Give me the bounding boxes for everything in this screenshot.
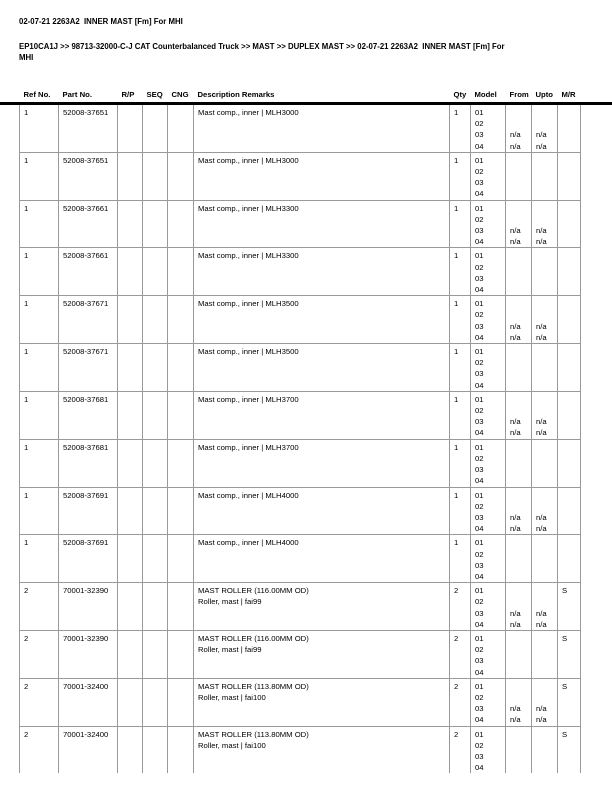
page-title: 02-07-21 2263A2 INNER MAST [Fm] For MHI <box>19 17 183 26</box>
cell-cng <box>168 391 194 439</box>
cell-rp <box>118 105 143 152</box>
cell-mr: S <box>558 630 581 678</box>
col-header-from: From <box>509 90 529 99</box>
cell-mr <box>558 296 581 344</box>
cell-part-no: 52008-37691 <box>59 487 118 535</box>
col-header-cng: CNG <box>171 90 189 99</box>
cell-cng <box>168 439 194 487</box>
col-header-mr: M/R <box>561 90 576 99</box>
cell-description-remarks: Mast comp., inner | MLH4000 <box>194 535 450 583</box>
cell-rp <box>118 726 143 773</box>
cell-model: 01 02 03 04 <box>471 726 506 773</box>
cell-qty: 2 <box>450 583 471 631</box>
cell-description-remarks: Mast comp., inner | MLH3700 <box>194 439 450 487</box>
cell-upto <box>532 439 558 487</box>
cell-rp <box>118 583 143 631</box>
cell-ref-no: 1 <box>20 535 59 583</box>
cell-description-remarks: Mast comp., inner | MLH3300 <box>194 248 450 296</box>
cell-from: n/a n/a <box>506 105 532 152</box>
cell-ref-no: 1 <box>20 439 59 487</box>
cell-qty: 1 <box>450 152 471 200</box>
cell-upto: n/a n/a <box>532 296 558 344</box>
col-header-qty: Qty <box>453 90 467 99</box>
header-row <box>20 85 581 105</box>
cell-part-no: 52008-37681 <box>59 439 118 487</box>
cell-cng <box>168 200 194 248</box>
table-row <box>20 726 581 773</box>
cell-rp <box>118 200 143 248</box>
cell-mr <box>558 487 581 535</box>
cell-mr: S <box>558 583 581 631</box>
cell-from <box>506 630 532 678</box>
cell-description-remarks: MAST ROLLER (116.00MM OD) Roller, mast | fai99 <box>194 583 450 631</box>
table-row <box>20 678 581 726</box>
cell-upto <box>532 152 558 200</box>
cell-ref-no: 1 <box>20 487 59 535</box>
cell-cng <box>168 535 194 583</box>
cell-from: n/a n/a <box>506 296 532 344</box>
cell-upto <box>532 248 558 296</box>
cell-upto <box>532 344 558 392</box>
cell-ref-no: 2 <box>20 678 59 726</box>
cell-description-remarks: Mast comp., inner | MLH3000 <box>194 152 450 200</box>
cell-upto: n/a n/a <box>532 391 558 439</box>
col-header-model: Model <box>474 90 497 99</box>
cell-qty: 2 <box>450 678 471 726</box>
cell-part-no: 52008-37651 <box>59 152 118 200</box>
table-row <box>20 439 581 487</box>
cell-from <box>506 152 532 200</box>
cell-part-no: 52008-37681 <box>59 391 118 439</box>
cell-ref-no: 2 <box>20 726 59 773</box>
cell-from <box>506 439 532 487</box>
cell-rp <box>118 296 143 344</box>
cell-cng <box>168 296 194 344</box>
cell-part-no: 70001-32390 <box>59 630 118 678</box>
parts-table-header <box>20 85 581 105</box>
cell-qty: 1 <box>450 105 471 152</box>
cell-seq <box>143 726 168 773</box>
cell-seq <box>143 583 168 631</box>
table-row <box>20 296 581 344</box>
parts-table <box>19 85 581 773</box>
cell-description-remarks: MAST ROLLER (113.80MM OD) Roller, mast | fai100 <box>194 726 450 773</box>
cell-description-remarks: MAST ROLLER (113.80MM OD) Roller, mast | fai100 <box>194 678 450 726</box>
cell-mr <box>558 152 581 200</box>
cell-part-no: 52008-37671 <box>59 344 118 392</box>
cell-model: 01 02 03 04 <box>471 678 506 726</box>
cell-model: 01 02 03 04 <box>471 391 506 439</box>
cell-cng <box>168 152 194 200</box>
cell-rp <box>118 439 143 487</box>
cell-ref-no: 1 <box>20 200 59 248</box>
cell-from: n/a n/a <box>506 391 532 439</box>
cell-ref-no: 1 <box>20 248 59 296</box>
col-header-rp: R/P <box>121 90 135 99</box>
col-header-part-no: Part No. <box>62 90 92 99</box>
cell-model: 01 02 03 04 <box>471 296 506 344</box>
cell-description-remarks: Mast comp., inner | MLH4000 <box>194 487 450 535</box>
cell-model: 01 02 03 04 <box>471 439 506 487</box>
parts-table-body <box>20 105 581 773</box>
cell-ref-no: 2 <box>20 583 59 631</box>
cell-part-no: 70001-32390 <box>59 583 118 631</box>
cell-description-remarks: Mast comp., inner | MLH3700 <box>194 391 450 439</box>
cell-part-no: 52008-37651 <box>59 105 118 152</box>
table-row <box>20 535 581 583</box>
table-row <box>20 344 581 392</box>
cell-mr <box>558 391 581 439</box>
cell-seq <box>143 105 168 152</box>
cell-model: 01 02 03 04 <box>471 344 506 392</box>
cell-upto: n/a n/a <box>532 487 558 535</box>
cell-rp <box>118 630 143 678</box>
cell-part-no: 70001-32400 <box>59 678 118 726</box>
cell-from <box>506 344 532 392</box>
cell-ref-no: 1 <box>20 391 59 439</box>
cell-rp <box>118 487 143 535</box>
cell-upto <box>532 630 558 678</box>
cell-qty: 2 <box>450 726 471 773</box>
cell-ref-no: 2 <box>20 630 59 678</box>
cell-mr: S <box>558 678 581 726</box>
cell-upto <box>532 535 558 583</box>
table-row <box>20 200 581 248</box>
cell-seq <box>143 296 168 344</box>
cell-qty: 1 <box>450 487 471 535</box>
cell-model: 01 02 03 04 <box>471 630 506 678</box>
cell-seq <box>143 535 168 583</box>
cell-cng <box>168 487 194 535</box>
cell-part-no: 52008-37691 <box>59 535 118 583</box>
cell-upto <box>532 726 558 773</box>
cell-description-remarks: Mast comp., inner | MLH3500 <box>194 296 450 344</box>
cell-model: 01 02 03 04 <box>471 583 506 631</box>
cell-qty: 1 <box>450 391 471 439</box>
cell-seq <box>143 152 168 200</box>
cell-seq <box>143 248 168 296</box>
cell-ref-no: 1 <box>20 152 59 200</box>
cell-upto: n/a n/a <box>532 200 558 248</box>
cell-part-no: 52008-37661 <box>59 200 118 248</box>
cell-qty: 1 <box>450 535 471 583</box>
cell-seq <box>143 200 168 248</box>
col-header-description-remarks: Description Remarks <box>197 90 275 99</box>
cell-mr <box>558 105 581 152</box>
cell-description-remarks: Mast comp., inner | MLH3000 <box>194 105 450 152</box>
cell-description-remarks: MAST ROLLER (116.00MM OD) Roller, mast | fai99 <box>194 630 450 678</box>
cell-mr <box>558 439 581 487</box>
cell-cng <box>168 344 194 392</box>
cell-cng <box>168 105 194 152</box>
cell-model: 01 02 03 04 <box>471 535 506 583</box>
table-row <box>20 248 581 296</box>
cell-cng <box>168 678 194 726</box>
cell-ref-no: 1 <box>20 105 59 152</box>
table-row <box>20 630 581 678</box>
cell-upto: n/a n/a <box>532 678 558 726</box>
cell-rp <box>118 678 143 726</box>
cell-model: 01 02 03 04 <box>471 200 506 248</box>
cell-rp <box>118 344 143 392</box>
cell-from <box>506 535 532 583</box>
cell-rp <box>118 152 143 200</box>
table-row <box>20 583 581 631</box>
cell-model: 01 02 03 04 <box>471 487 506 535</box>
cell-qty: 1 <box>450 248 471 296</box>
cell-upto: n/a n/a <box>532 583 558 631</box>
cell-qty: 2 <box>450 630 471 678</box>
cell-mr: S <box>558 726 581 773</box>
cell-rp <box>118 248 143 296</box>
table-row <box>20 487 581 535</box>
breadcrumb <box>19 42 594 63</box>
cell-upto: n/a n/a <box>532 105 558 152</box>
cell-from: n/a n/a <box>506 200 532 248</box>
col-header-ref-no: Ref No. <box>23 90 51 99</box>
cell-ref-no: 1 <box>20 296 59 344</box>
cell-mr <box>558 200 581 248</box>
cell-mr <box>558 344 581 392</box>
cell-ref-no: 1 <box>20 344 59 392</box>
cell-model: 01 02 03 04 <box>471 248 506 296</box>
cell-qty: 1 <box>450 200 471 248</box>
cell-cng <box>168 630 194 678</box>
cell-part-no: 52008-37671 <box>59 296 118 344</box>
col-header-upto: Upto <box>535 90 554 99</box>
cell-cng <box>168 583 194 631</box>
table-row <box>20 152 581 200</box>
cell-description-remarks: Mast comp., inner | MLH3500 <box>194 344 450 392</box>
cell-from: n/a n/a <box>506 487 532 535</box>
cell-rp <box>118 535 143 583</box>
cell-seq <box>143 391 168 439</box>
cell-cng <box>168 248 194 296</box>
cell-from <box>506 726 532 773</box>
cell-mr <box>558 248 581 296</box>
cell-seq <box>143 439 168 487</box>
cell-from: n/a n/a <box>506 678 532 726</box>
cell-seq <box>143 630 168 678</box>
table-row <box>20 391 581 439</box>
cell-from: n/a n/a <box>506 583 532 631</box>
breadcrumb-line-1: EP10CA1J >> 98713-32000-C-J CAT Counterbalanced Truck >> MAST >> DUPLEX MAST >> 02-07-21 2263A2 INNER MAST [Fm] For <box>19 42 505 51</box>
breadcrumb-line-2: MHI <box>19 52 34 62</box>
cell-seq <box>143 344 168 392</box>
cell-qty: 1 <box>450 296 471 344</box>
cell-description-remarks: Mast comp., inner | MLH3300 <box>194 200 450 248</box>
cell-seq <box>143 487 168 535</box>
cell-qty: 1 <box>450 344 471 392</box>
cell-seq <box>143 678 168 726</box>
cell-cng <box>168 726 194 773</box>
cell-part-no: 70001-32400 <box>59 726 118 773</box>
cell-qty: 1 <box>450 439 471 487</box>
cell-part-no: 52008-37661 <box>59 248 118 296</box>
table-row <box>20 105 581 152</box>
cell-mr <box>558 535 581 583</box>
cell-rp <box>118 391 143 439</box>
cell-model: 01 02 03 04 <box>471 105 506 152</box>
col-header-seq: SEQ <box>146 90 163 99</box>
cell-from <box>506 248 532 296</box>
cell-model: 01 02 03 04 <box>471 152 506 200</box>
